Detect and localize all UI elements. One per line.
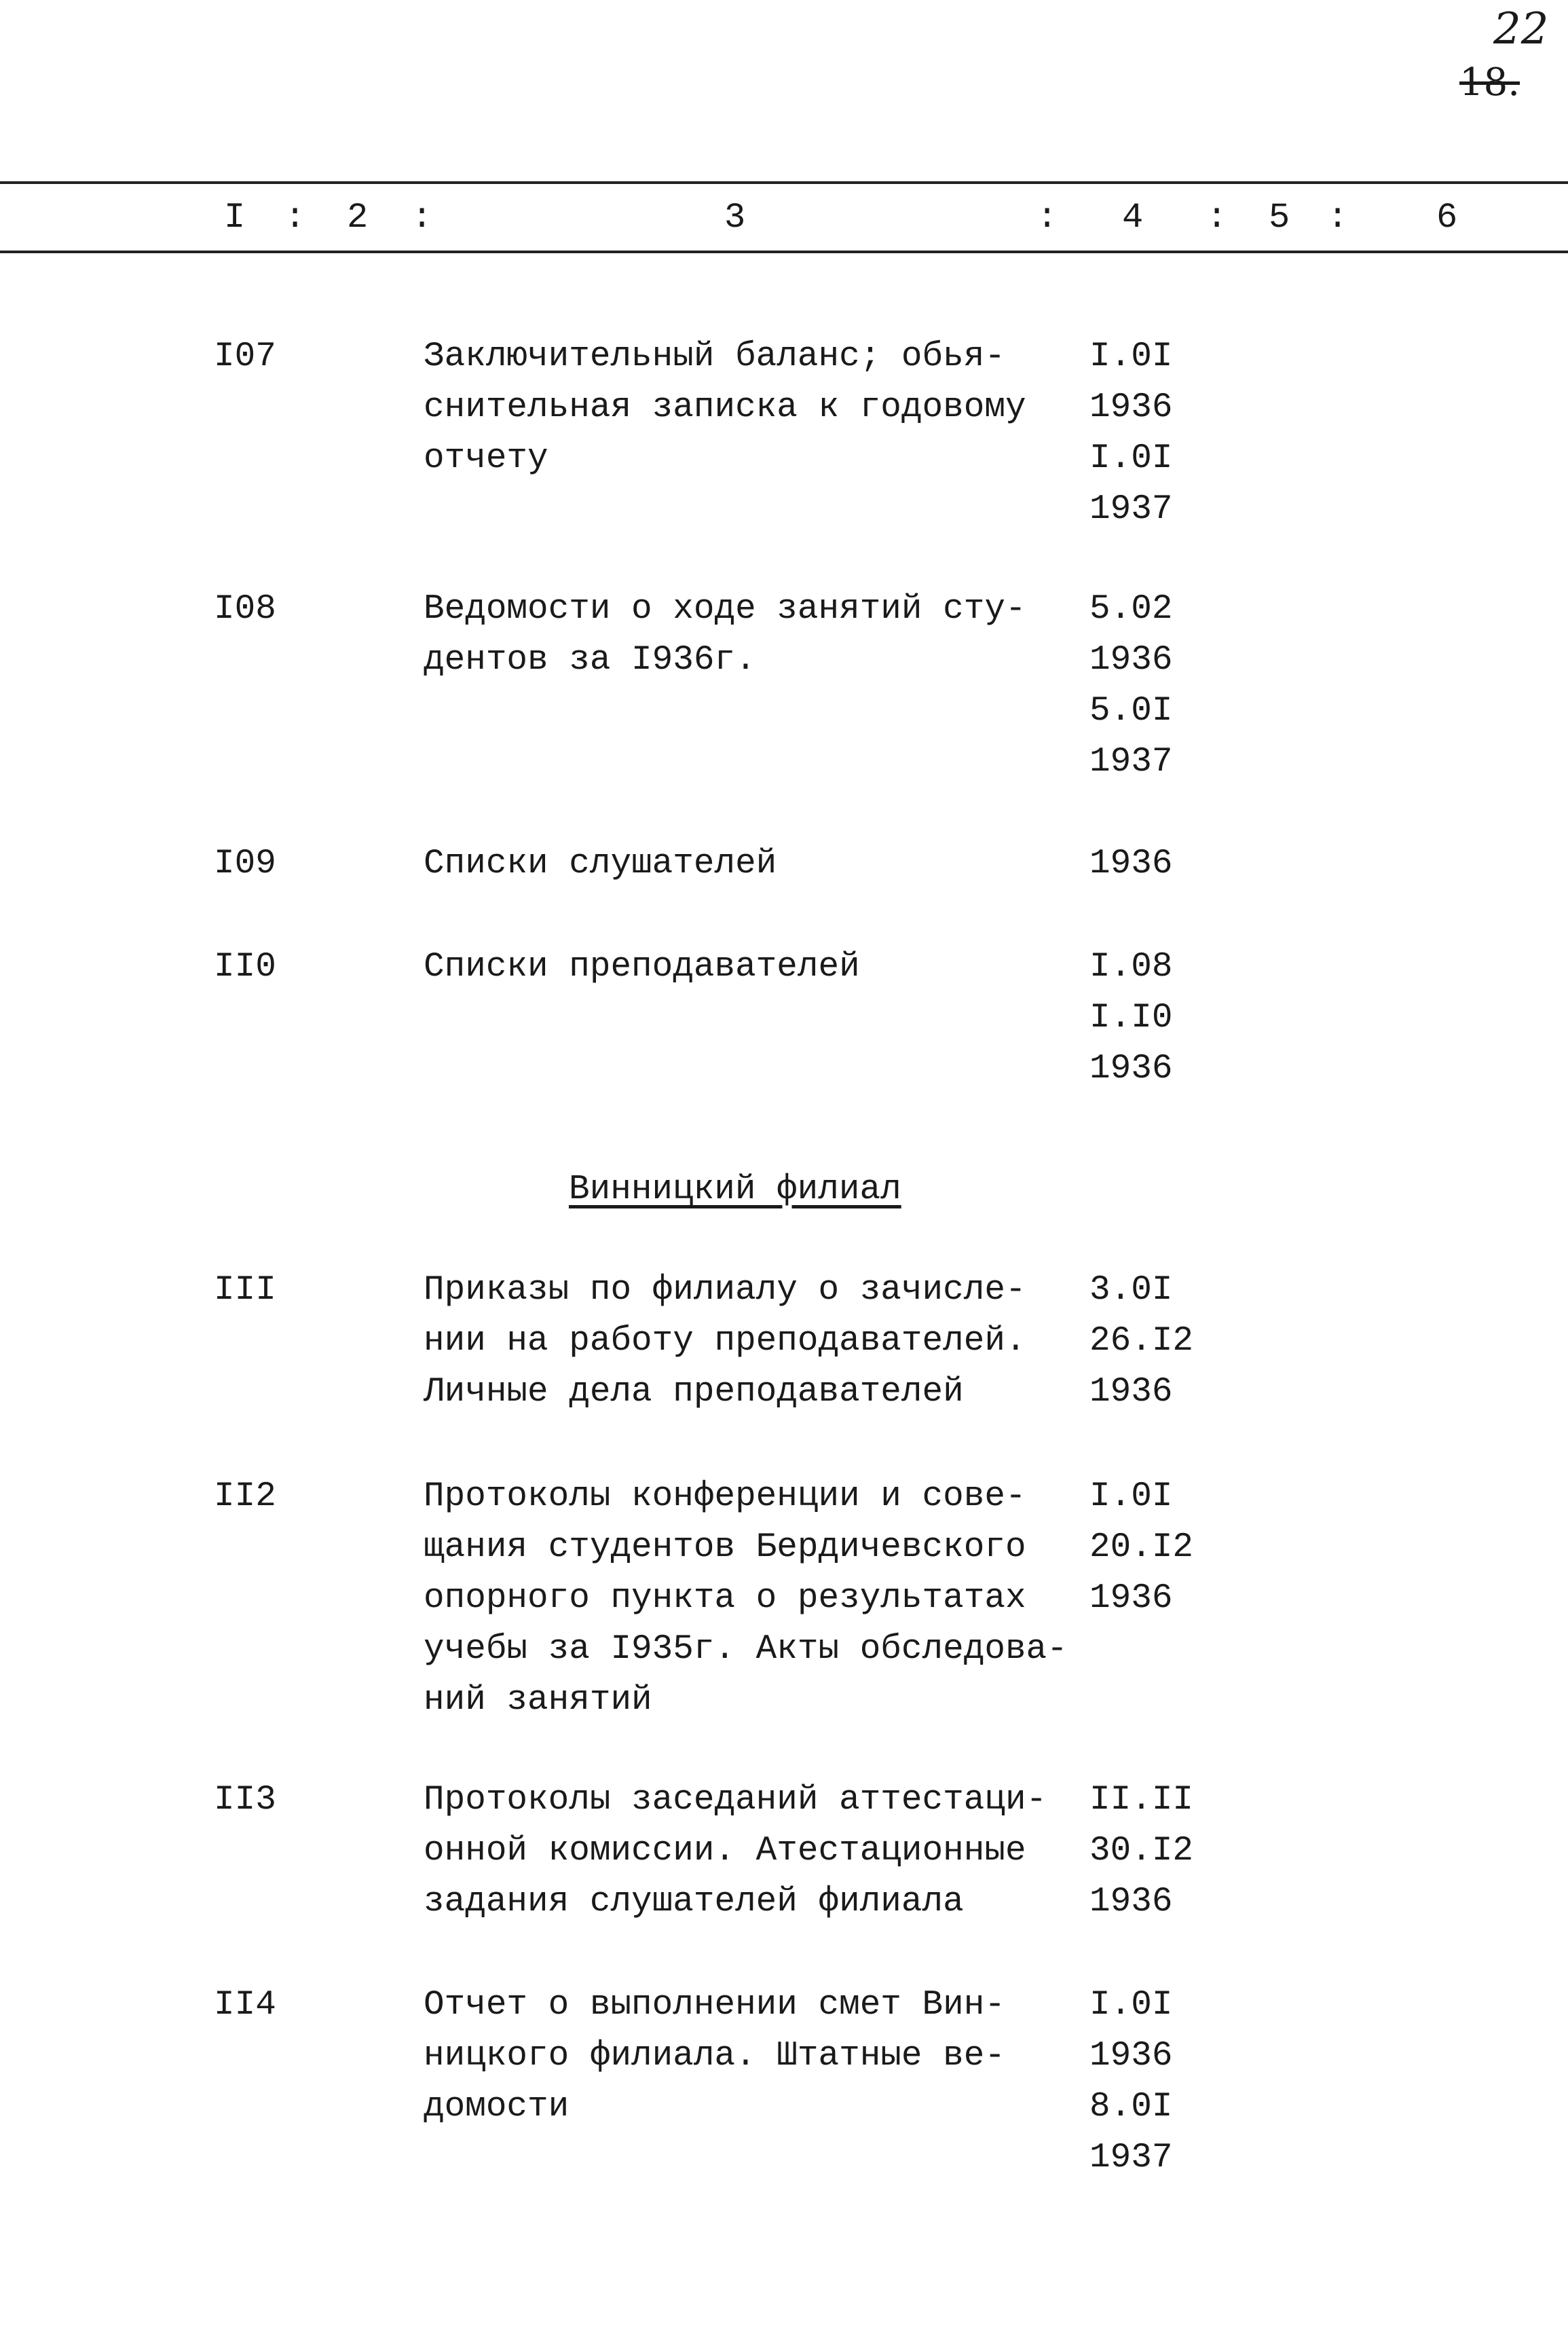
date-line: I.0I bbox=[1089, 337, 1173, 376]
item-dates bbox=[1089, 331, 1172, 535]
date-line: I.0I bbox=[1089, 1986, 1173, 2025]
column-header: 5 bbox=[1269, 198, 1290, 238]
column-separator: : bbox=[1037, 198, 1058, 238]
date-line: 1937 bbox=[1089, 743, 1173, 781]
table-header-top-rule bbox=[0, 181, 1568, 184]
title-line: Личные дела преподавателей bbox=[424, 1373, 964, 1411]
title-line: ницкого филиала. Штатные ве- bbox=[424, 2037, 1005, 2075]
title-line: Списки слушателей bbox=[424, 845, 777, 883]
item-number: I07 bbox=[214, 337, 276, 376]
date-line: I.0I bbox=[1089, 1477, 1173, 1516]
item-title bbox=[424, 1471, 1068, 1726]
title-line: учебы за I935г. Акты обследова- bbox=[424, 1630, 1068, 1669]
date-line: 1936 bbox=[1089, 1883, 1173, 1921]
section-title: Винницкий филиал bbox=[569, 1170, 901, 1209]
handwritten-page-number: 22 bbox=[1493, 4, 1549, 54]
date-line: 3.0I bbox=[1089, 1271, 1173, 1310]
date-line: II.II bbox=[1089, 1781, 1194, 1819]
column-header: 3 bbox=[724, 198, 746, 238]
item-title bbox=[424, 942, 860, 993]
date-line: 30.I2 bbox=[1089, 1832, 1194, 1870]
item-dates bbox=[1089, 838, 1172, 889]
item-title bbox=[424, 1775, 1047, 1927]
date-line: 1936 bbox=[1089, 845, 1173, 883]
title-line: Протоколы заседаний аттестаци- bbox=[424, 1781, 1047, 1819]
title-line: Заключительный баланс; обья- bbox=[424, 337, 1005, 376]
item-dates bbox=[1089, 1980, 1172, 2183]
title-line: Списки преподавателей bbox=[424, 948, 860, 986]
date-line: 26.I2 bbox=[1089, 1322, 1194, 1361]
date-line: 1936 bbox=[1089, 2037, 1173, 2075]
item-number: II3 bbox=[214, 1781, 276, 1819]
date-line: 8.0I bbox=[1089, 2088, 1173, 2126]
struck-page-number: 18. bbox=[1459, 60, 1520, 105]
column-header: 4 bbox=[1122, 198, 1144, 238]
date-line: 1936 bbox=[1089, 1579, 1173, 1618]
item-dates bbox=[1089, 1471, 1193, 1624]
item-title bbox=[424, 838, 777, 889]
date-line: 1936 bbox=[1089, 1050, 1173, 1088]
title-line: снительная записка к годовому bbox=[424, 388, 1026, 427]
title-line: Ведомости о ходе занятий сту- bbox=[424, 590, 1026, 629]
date-line: I.0I bbox=[1089, 439, 1173, 478]
title-line: опорного пункта о результатах bbox=[424, 1579, 1026, 1618]
date-line: 1936 bbox=[1089, 388, 1173, 427]
item-dates bbox=[1089, 584, 1172, 788]
item-title bbox=[424, 1265, 1026, 1418]
date-line: 5.02 bbox=[1089, 590, 1173, 629]
date-line: 5.0I bbox=[1089, 692, 1173, 731]
item-number: II2 bbox=[214, 1477, 276, 1516]
column-separator: : bbox=[1327, 198, 1349, 238]
item-title bbox=[424, 331, 1026, 484]
date-line: I.I0 bbox=[1089, 999, 1173, 1037]
title-line: ний занятий bbox=[424, 1681, 652, 1720]
title-line: Протоколы конференции и сове- bbox=[424, 1477, 1026, 1516]
date-line: 1936 bbox=[1089, 1373, 1173, 1411]
column-separator: : bbox=[284, 198, 306, 238]
item-number: I09 bbox=[214, 845, 276, 883]
date-line: I.08 bbox=[1089, 948, 1173, 986]
title-line: дентов за I936г. bbox=[424, 641, 756, 680]
item-dates bbox=[1089, 942, 1172, 1094]
item-title bbox=[424, 1980, 1005, 2132]
item-dates bbox=[1089, 1775, 1193, 1927]
date-line: 1936 bbox=[1089, 641, 1173, 680]
title-line: Отчет о выполнении смет Вин- bbox=[424, 1986, 1005, 2025]
item-number: I08 bbox=[214, 590, 276, 629]
column-separator: : bbox=[411, 198, 433, 238]
item-dates bbox=[1089, 1265, 1193, 1418]
date-line: 1937 bbox=[1089, 2139, 1173, 2177]
item-number: II0 bbox=[214, 948, 276, 986]
table-header-bottom-rule bbox=[0, 251, 1568, 253]
item-number: II4 bbox=[214, 1986, 276, 2025]
title-line: домости bbox=[424, 2088, 570, 2126]
title-line: Приказы по филиалу о зачисле- bbox=[424, 1271, 1026, 1310]
item-number: III bbox=[214, 1271, 276, 1310]
date-line: 20.I2 bbox=[1089, 1528, 1194, 1567]
column-header: 2 bbox=[347, 198, 369, 238]
date-line: 1937 bbox=[1089, 490, 1173, 529]
title-line: онной комиссии. Атестационные bbox=[424, 1832, 1026, 1870]
column-separator: : bbox=[1206, 198, 1228, 238]
title-line: нии на работу преподавателей. bbox=[424, 1322, 1026, 1361]
title-line: щания студентов Бердичевского bbox=[424, 1528, 1026, 1567]
item-title bbox=[424, 584, 1026, 686]
title-line: задания слушателей филиала bbox=[424, 1883, 964, 1921]
column-header: I bbox=[224, 198, 246, 238]
title-line: отчету bbox=[424, 439, 548, 478]
column-header: 6 bbox=[1436, 198, 1458, 238]
